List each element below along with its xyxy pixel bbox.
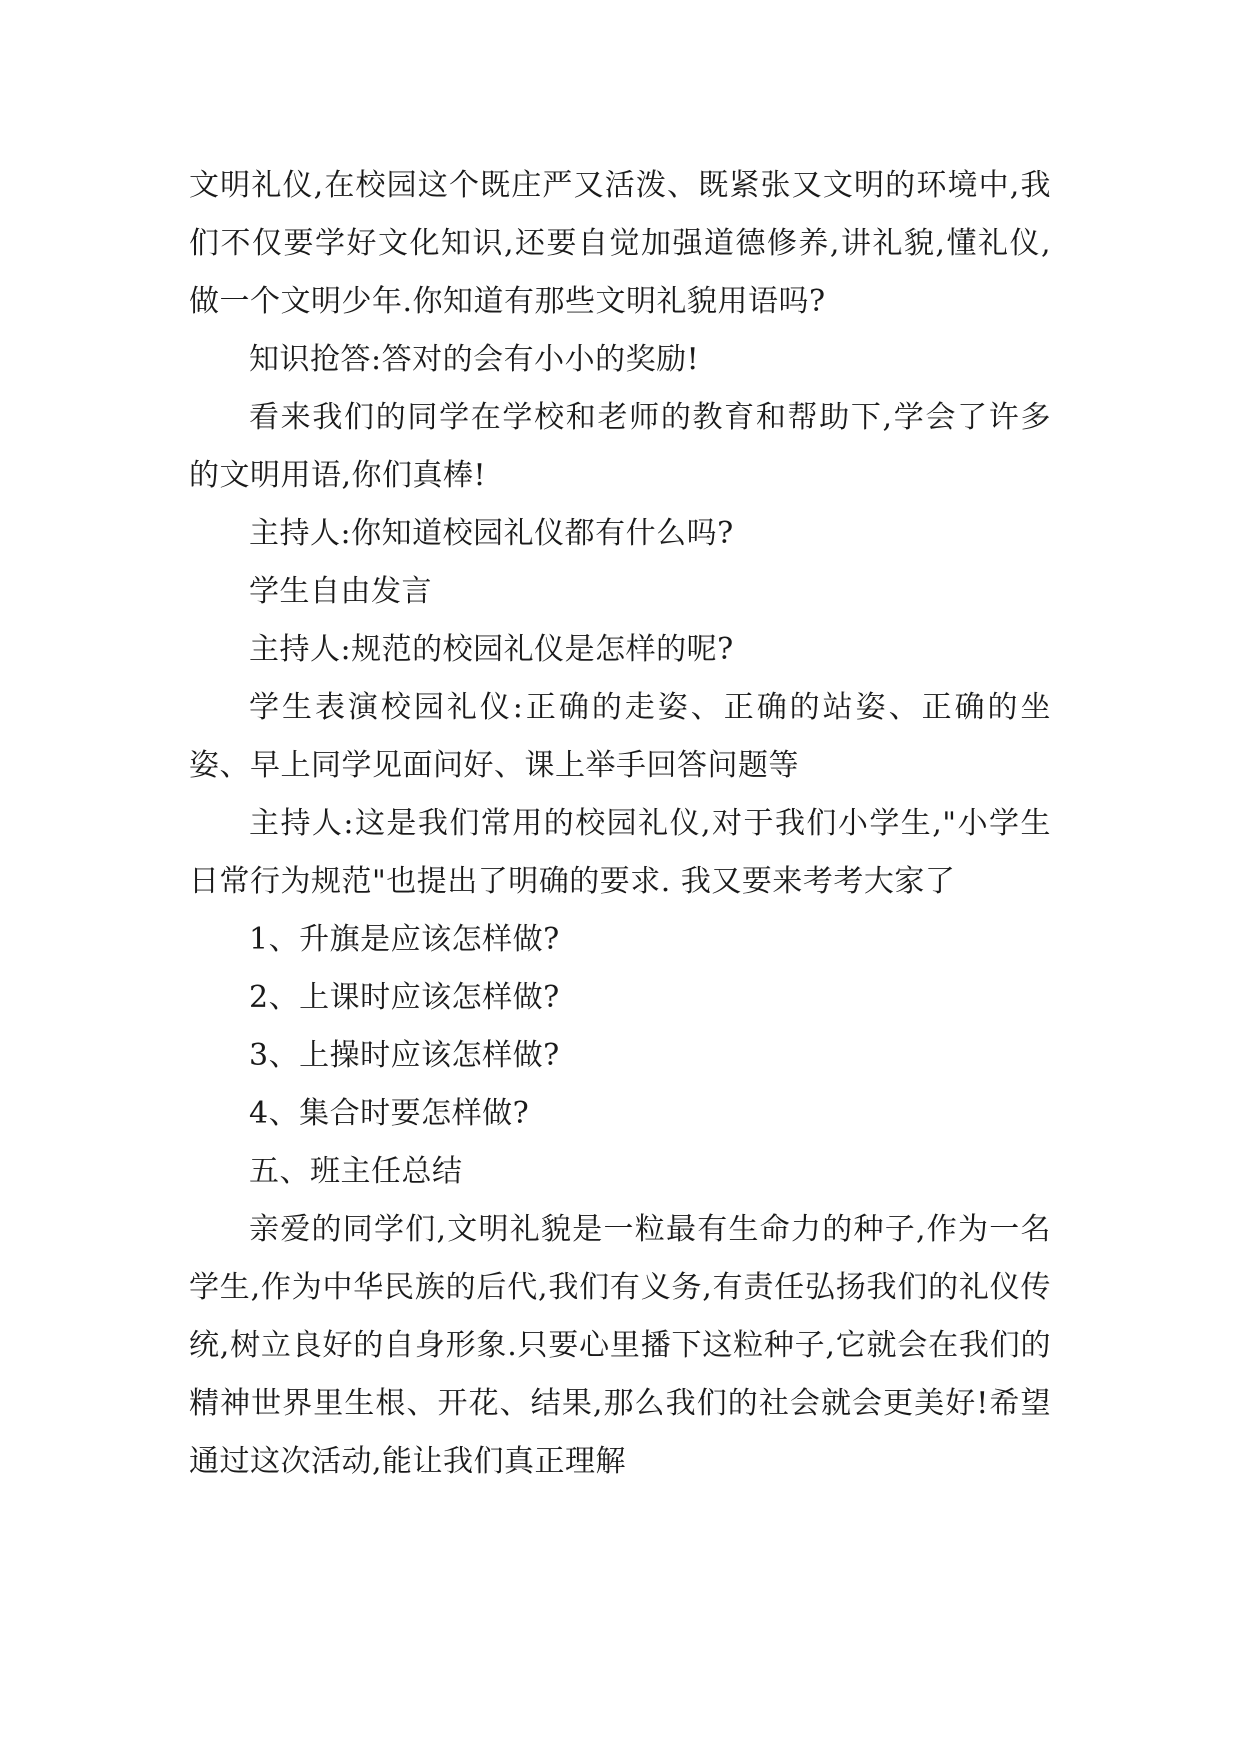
paragraph: 文明礼仪,在校园这个既庄严又活泼、既紧张又文明的环境中,我们不仅要学好文化知识,还要自觉加强道德修养,讲礼貌,懂礼仪,做一个文明少年.你知道有那些文明礼貌用语吗? — [189, 168, 1051, 319]
paragraph: 主持人:这是我们常用的校园礼仪,对于我们小学生,"小学生日常行为规范"也提出了明确的要求. 我又要来考考大家了 — [189, 806, 1051, 899]
list-item: 4、集合时要怎样做? — [249, 1096, 530, 1131]
list-item: 3、上操时应该怎样做? — [249, 1038, 560, 1073]
paragraph: 主持人:你知道校园礼仪都有什么吗? — [249, 516, 734, 551]
paragraph: 看来我们的同学在学校和老师的教育和帮助下,学会了许多的文明用语,你们真棒! — [189, 400, 1051, 493]
paragraph: 亲爱的同学们,文明礼貌是一粒最有生命力的种子,作为一名学生,作为中华民族的后代,我们有义务,有责任弘扬我们的礼仪传统,树立良好的自身形象.只要心里播下这粒种子,它就会在我们的精神世界里生根、开花、结果,那么我们的社会就会更美好!希望通过这次活动,能让我们真正理解 — [189, 1212, 1051, 1479]
list-item: 1、升旗是应该怎样做? — [249, 922, 560, 957]
paragraph: 知识抢答:答对的会有小小的奖励! — [249, 342, 700, 377]
list-item: 2、上课时应该怎样做? — [249, 980, 560, 1015]
document-body — [189, 157, 1051, 1491]
section-heading: 五、班主任总结 — [249, 1154, 463, 1189]
paragraph: 学生自由发言 — [249, 574, 432, 609]
paragraph: 学生表演校园礼仪:正确的走姿、正确的站姿、正确的坐姿、早上同学见面问好、课上举手回答问题等 — [189, 690, 1051, 783]
paragraph: 主持人:规范的校园礼仪是怎样的呢? — [249, 632, 734, 667]
